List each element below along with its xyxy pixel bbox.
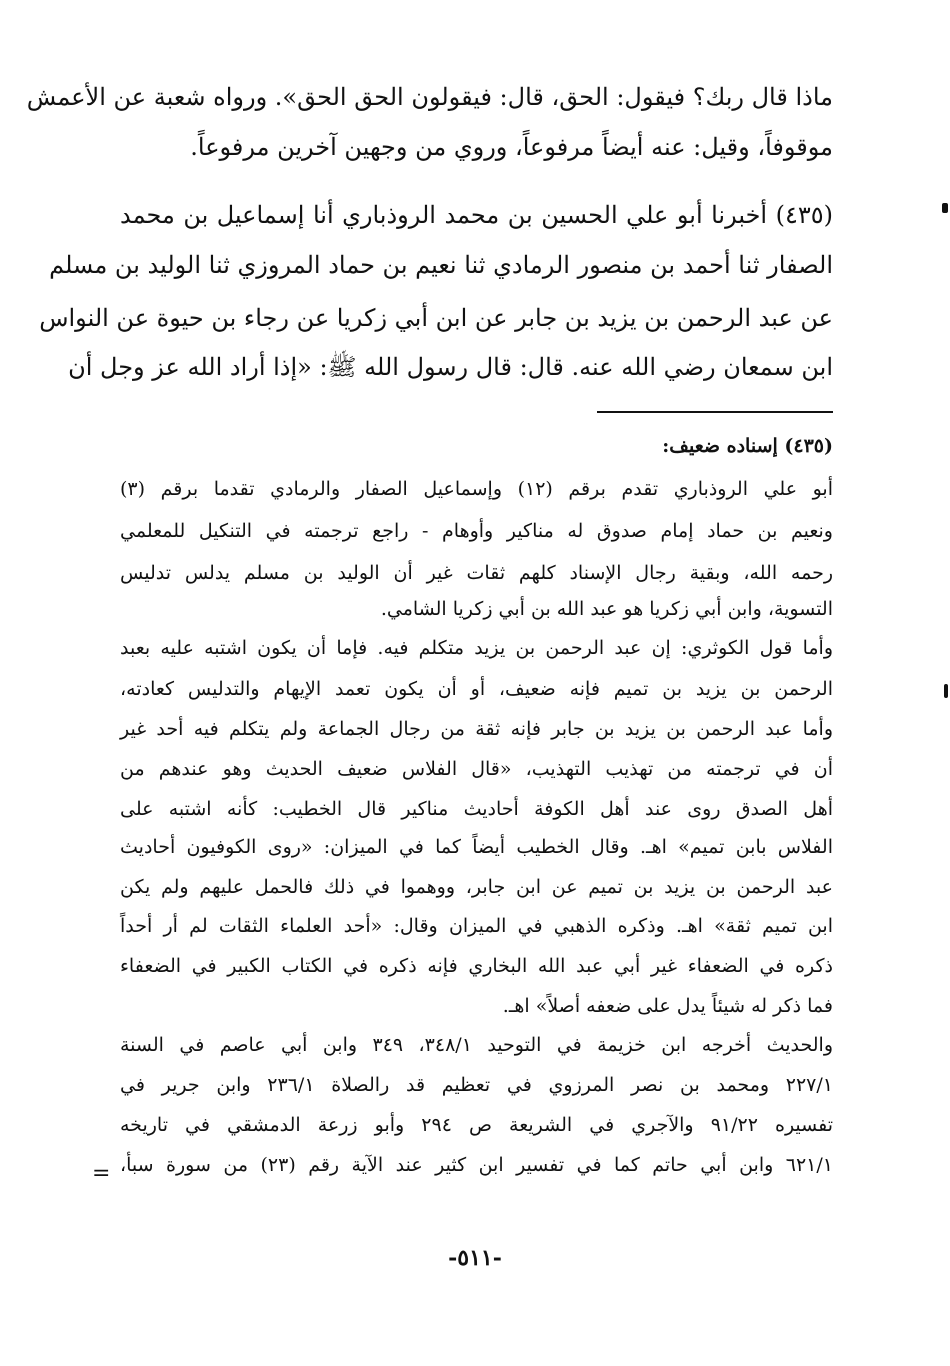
footnote-line: تفسيره ٩١/٢٢ والآجري في الشريعة ص ٢٩٤ وأبو زرعة الدمشقي في تاريخه (120, 1114, 834, 1136)
body-line: موقوفاً، وقيل: عنه أيضاً مرفوعاً، وروي من وجهين آخرين مرفوعاً. (190, 133, 833, 161)
footnote-line: والحديث أخرجه ابن خزيمة في التوحيد ٣٤٨/١، ٣٤٩ وابن أبي عاصم في السنة (120, 1034, 834, 1056)
footnote-line: فما ذكر له شيئاً يدل على ضعفه أصلاً» اهـ. (502, 995, 833, 1017)
hadith-435-line: ابن سمعان رضي الله عنه. قال: قال رسول الله ﷺ: «إذا أراد الله عز وجل أن (68, 353, 833, 381)
footnote-line: عبد الرحمن بن يزيد بن تميم عن ابن جابر، ووهموا في ذلك فالحمل عليهم ولم يكن (120, 876, 833, 898)
scan-mark (944, 684, 948, 698)
continuation-mark: = (92, 1161, 111, 1186)
hadith-435-line: (٤٣٥) أخبرنا أبو علي الحسين بن محمد الروذباري أنا إسماعيل بن محمد (120, 201, 833, 229)
footnote-line: ذكره في الضعفاء غير أبي عبد الله البخاري فإنه ذكره في الكتاب الكبير في الضعفاء (120, 955, 833, 977)
footnote-line: وأما عبد الرحمن بن يزيد بن جابر فإنه ثقة من رجال الجماعة ولم يتكلم فيه أحد غير (120, 718, 833, 740)
page-number: -٥١١- (448, 1245, 502, 1271)
footnote-line: رحمه الله، وبقية رجال الإسناد كلهم ثقات غير أن الوليد بن مسلم يدلس تدليس (120, 562, 833, 584)
footnote-heading: (٤٣٥) إسناده ضعيف: (662, 435, 833, 457)
scan-mark (942, 203, 948, 213)
hadith-435-line: الصفار ثنا أحمد بن منصور الرمادي ثنا نعيم بن حماد المروزي ثنا الوليد بن مسلم (49, 251, 833, 279)
footnote-line: أن في ترجمته من تهذيب التهذيب، «قال الفلاس ضعيف الحديث وهو عندهم من (120, 758, 833, 780)
footnote-line: الرحمن بن يزيد بن تميم فإنه ضعيف، أو أن يكون تعمد الإيهام والتدليس كعادته، (120, 678, 833, 700)
footnote-line: التسوية، وابن أبي زكريا هو عبد الله بن أبي زكريا الشامي. (380, 598, 833, 620)
footnote-line: ٦٢١/١ وابن أبي حاتم كما في تفسير ابن كثير عند الآية رقم (٢٣) من سورة سبأ، (120, 1154, 833, 1176)
footnote-line: ٢٢٧/١ ومحمد بن نصر المرزوي في تعظيم قد رالصلاة ٢٣٦/١ وابن جرير في (120, 1074, 833, 1096)
footnote-divider (597, 411, 833, 413)
hadith-435-line: عن عبد الرحمن بن يزيد بن جابر عن ابن أبي زكريا عن رجاء بن حيوة عن النواس (39, 304, 833, 332)
footnote-line: وأما قول الكوثري: إن عبد الرحمن بن يزيد متكلم فيه. فإما أن يكون اشتبه عليه بعبد (120, 637, 833, 659)
footnote-line: أهل الصدق روى عند أهل الكوفة أحاديث مناكير قال الخطيب: كأنه اشتبه على (120, 798, 833, 820)
footnote-line: ابن تميم ثقة» اهـ. وذكره الذهبي في الميزان وقال: «أحد العلماء الثقات لم أر أحداً (120, 915, 833, 937)
footnote-line: ونعيم بن حماد إمام صدوق له مناكير وأوهام - راجع ترجمته في التنكيل للمعلمي (120, 520, 833, 542)
body-line: ماذا قال ربك؟ فيقول: الحق، قال: فيقولون الحق الحق». ورواه شعبة عن الأعمش (26, 83, 833, 111)
footnote-line: أبو علي الروذباري تقدم برقم (١٢) وإسماعيل الصفار والرمادي تقدما برقم (٣) (120, 478, 833, 500)
footnote-line: الفلاس بابن تميم» اهـ. وقال الخطيب أيضاً كما في الميزان: «روى الكوفيون أحاديث (120, 836, 833, 858)
